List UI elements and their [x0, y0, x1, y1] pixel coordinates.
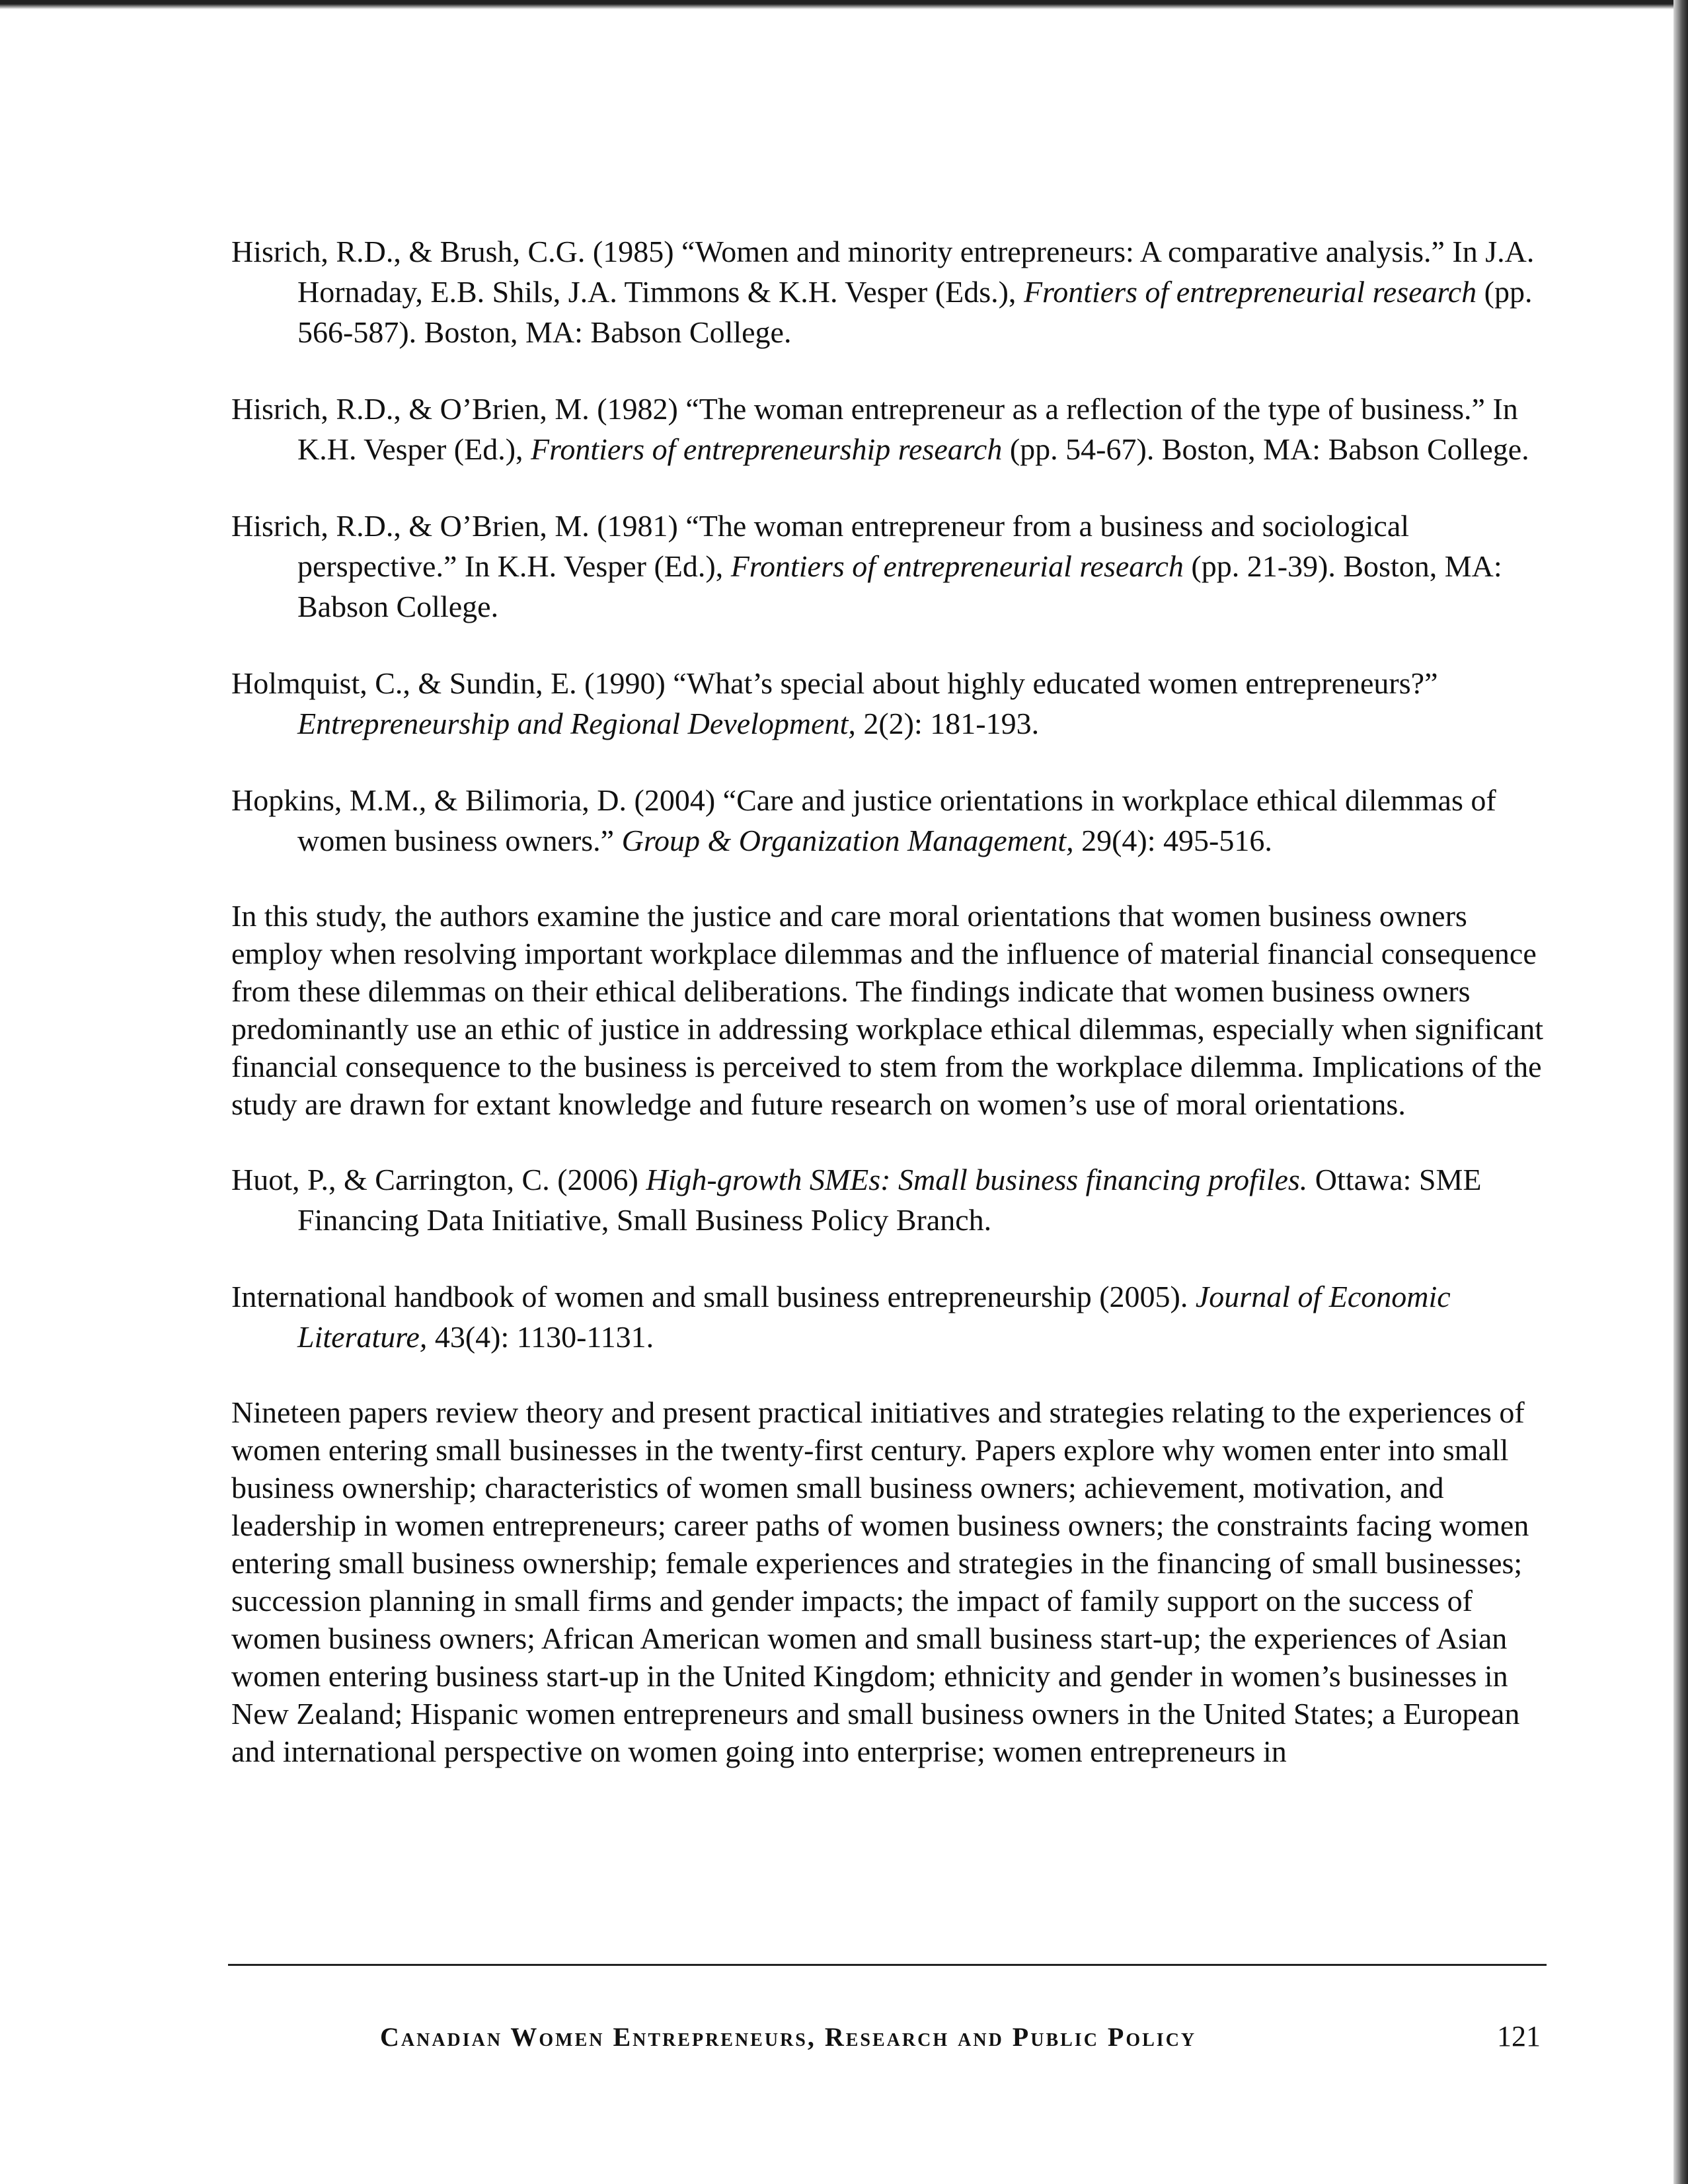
reference-source: Frontiers of entrepreneurship research — [531, 432, 1003, 466]
reference-details: Ottawa: SME Financing Data Initiative, Small Business Policy Branch. — [297, 1163, 1482, 1237]
reference-details: (pp. 54-67). Boston, MA: Babson College. — [1002, 432, 1529, 466]
reference-details: (pp. 21-39). Boston, MA: Babson College. — [297, 549, 1502, 623]
reference-details: (pp. 566-587). Boston, MA: Babson College. — [297, 275, 1533, 349]
reference-text: International handbook of women and small business entrepreneurship (2005). — [231, 1280, 1196, 1313]
reference-entry — [231, 389, 1547, 469]
running-footer-title: Canadian Women Entrepreneurs, Research and Public Policy — [380, 2022, 1197, 2052]
reference-source: Frontiers of entrepreneurial research — [1023, 275, 1477, 309]
reference-details: 43(4): 1130-1131. — [427, 1320, 654, 1354]
reference-text: Huot, P., & Carrington, C. (2006) — [231, 1163, 646, 1196]
reference-text: Hisrich, R.D., & Brush, C.G. (1985) “Women and minority entrepreneurs: A comparative analysis.” In J.A. Hornaday, E.B. Shils, J.A. Timmons & K.H. Vesper (Eds.), — [231, 235, 1535, 309]
reference-details: 2(2): 181-193. — [855, 707, 1040, 740]
reference-entry — [231, 1159, 1547, 1240]
scan-top-edge — [0, 0, 1688, 9]
reference-details: 29(4): 495-516. — [1073, 824, 1272, 857]
reference-entry — [231, 506, 1547, 627]
reference-source: Journal of Economic Literature, — [297, 1280, 1451, 1354]
page-number: 121 — [1497, 2020, 1541, 2052]
reference-text: Hopkins, M.M., & Bilimoria, D. (2004) “Care and justice orientations in workplace ethical dilemmas of women business owners.” — [231, 783, 1496, 857]
reference-source: Entrepreneurship and Regional Development, — [297, 707, 856, 740]
reference-text: Hisrich, R.D., & O’Brien, M. (1982) “The woman entrepreneur as a reflection of the type of business.” In K.H. Vesper (Ed.), — [231, 392, 1518, 466]
reference-entry — [231, 780, 1547, 861]
footer-rule — [228, 1964, 1547, 1966]
scan-right-edge — [1673, 0, 1688, 2184]
reference-entry — [231, 231, 1547, 352]
reference-text: Holmquist, C., & Sundin, E. (1990) “What’s special about highly educated women entrepreneurs?” — [231, 666, 1438, 700]
reference-text: Hisrich, R.D., & O’Brien, M. (1981) “The woman entrepreneur from a business and sociological perspective.” In K.H. Vesper (Ed.), — [231, 509, 1410, 583]
reference-entry — [231, 663, 1547, 744]
abstract-paragraph: Nineteen papers review theory and present practical initiatives and strategies relating to the experiences of women entering small businesses in the twenty-first century. Papers explore why women enter into small business ownership; characteristics of women small business owners; achievement, motivation, and leadership in women entrepreneurs; career paths of women business owners; the constraints facing women entering small business ownership; female experiences and strategies in the financing of small businesses; succession planning in small firms and gender impacts; the impact of family support on the success of women business owners; African American women and small business start-up; the experiences of Asian women entering business start-up in the United Kingdom; ethnicity and gender in women’s businesses in New Zealand; Hispanic women entrepreneurs and small business owners in the United States; a European and international perspective on women going into enterprise; women entrepreneurs in — [231, 1395, 1529, 1768]
abstract-paragraph: In this study, the authors examine the justice and care moral orientations that women business owners employ when resolving important workplace dilemmas and the influence of material financial consequence from these dilemmas on their ethical deliberations. The findings indicate that women business owners predominantly use an ethic of justice in addressing workplace ethical dilemmas, especially when significant financial consequence to the business is perceived to stem from the workplace dilemma. Implications of the study are drawn for extant knowledge and future research on women’s use of moral orientations. — [231, 899, 1544, 1121]
page-body — [231, 231, 1547, 1807]
reference-entry — [231, 1276, 1547, 1357]
reference-source: High-growth SMEs: Small business financing profiles. — [646, 1163, 1308, 1196]
reference-source: Frontiers of entrepreneurial research — [730, 549, 1184, 583]
reference-source: Group & Organization Management, — [621, 824, 1074, 857]
